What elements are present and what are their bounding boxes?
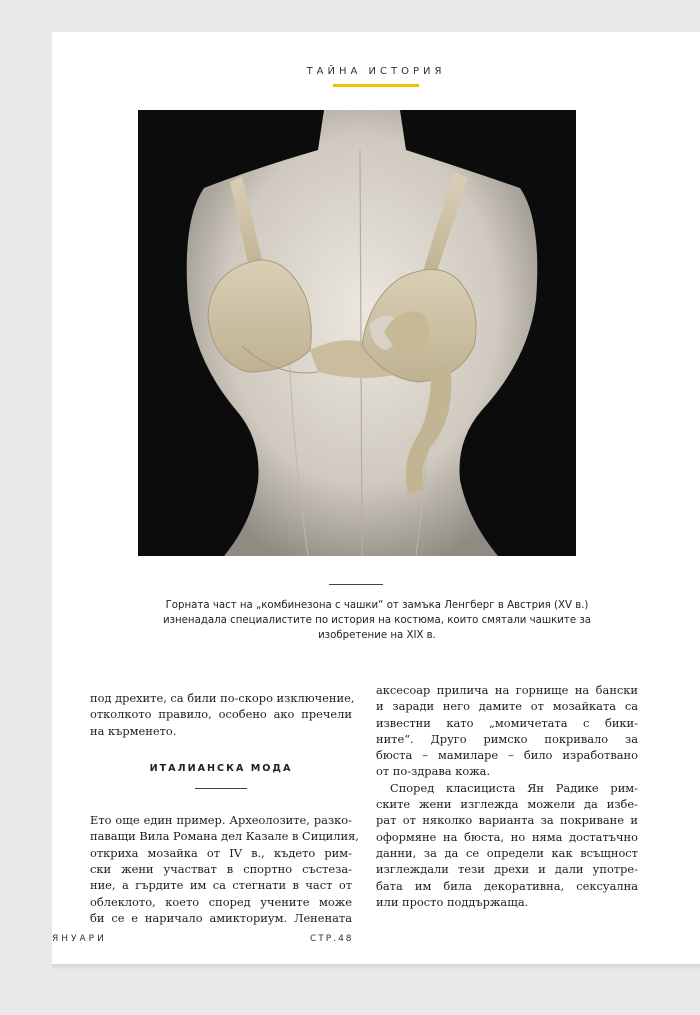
footer-month: ЯНУАРИ (52, 934, 107, 944)
text-line: ските жени изглежда можели да избе- (376, 797, 638, 812)
text-line: рат от няколко варианта за покриване и (376, 813, 638, 828)
subheading-rule (195, 788, 247, 789)
text-line: данни, за да се определи как всъщност (376, 845, 638, 860)
text-line: изглеждали тези дрехи и дали употре- (376, 862, 638, 877)
subheading: ИТАЛИАНСКА МОДА (149, 762, 293, 774)
text-line: Според класициста Ян Радике рим- (390, 780, 638, 795)
caption-rule (329, 584, 383, 585)
text-line: от по-здрава кожа. (376, 764, 491, 779)
text-line: би се е наричало амикториум. Ленената (90, 910, 352, 925)
text-line: бюста – мамиларе – било изработвано (376, 748, 638, 763)
text-line: ние, а гърдите им са стегнати в част от (90, 878, 352, 893)
text-line: на кърменето. (90, 723, 177, 738)
caption-line: изненадала специалистите по история на костюма, които смятали чашките за (162, 615, 592, 626)
text-line: паващи Вила Романа дел Казале в Сицилия, (90, 829, 359, 844)
bra-on-mannequin-photo (138, 110, 576, 556)
right-column (376, 682, 638, 910)
text-line: ски жени участват в спортно състеза- (90, 862, 352, 877)
text-line: бата им била декоративна, сексуална (376, 878, 638, 893)
section-title: ТАЙНА ИСТОРИЯ (306, 66, 446, 77)
page-number: СТР.48 (310, 934, 354, 944)
text-line: или просто поддържаща. (376, 894, 529, 909)
text-line: отколкото правило, особено ако пречели (90, 707, 352, 722)
text-line: Ето още един пример. Археолозите, разко- (90, 813, 352, 828)
text-line: аксесоар прилича на горнище на бански (376, 683, 638, 697)
magazine-page (52, 32, 700, 964)
text-line: откриха мозайка от IV в., където рим- (90, 845, 352, 860)
text-line: известни като „момичетата с бики- (376, 715, 638, 730)
photo-caption (112, 598, 642, 643)
caption-line: Горната част на „комбинезона с чашки“ от замъка Ленгберг в Австрия (XV в.) (165, 600, 589, 611)
text-line: под дрехите, са били по-скоро изключение, (90, 691, 355, 705)
left-column (90, 690, 359, 926)
text-line: оформяне на бюста, но няма достатъчно (376, 829, 638, 844)
text-line: облеклото, което според учените може (90, 894, 352, 909)
text-line: и заради него дамите от мозайката са (376, 699, 638, 714)
text-line: ните“. Друго римско покривало за (376, 731, 638, 746)
caption-line: изобретение на XIX в. (318, 630, 436, 641)
page-edge-shadow (52, 964, 700, 970)
section-title-underline (333, 84, 419, 87)
